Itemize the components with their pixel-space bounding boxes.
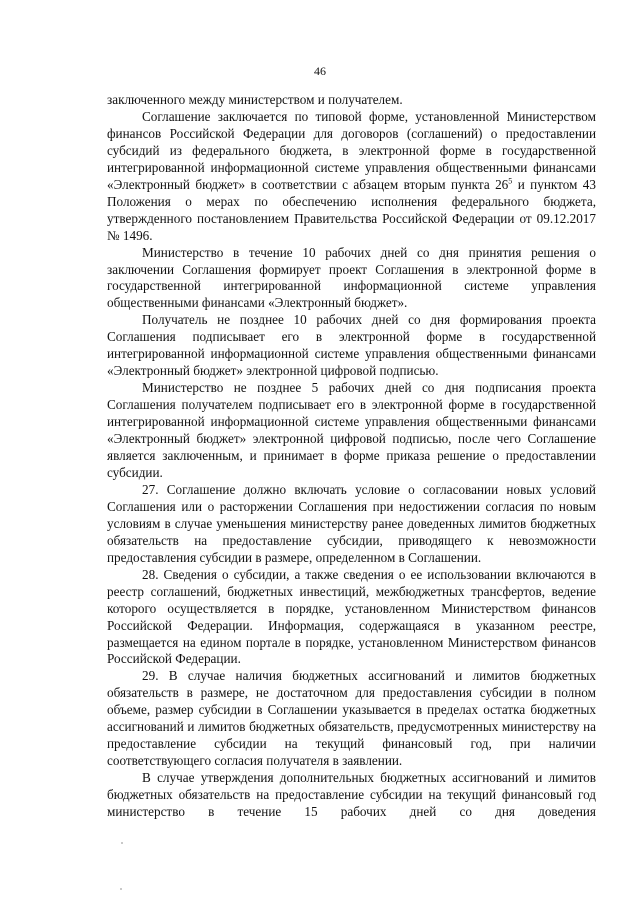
paragraph-section-29: 29. В случае наличия бюджетных ассигнований и лимитов бюджетных обязательств в размере, не достаточном для предоставления субсидии в полном объеме, размер субсидии в Соглашении указывается в пределах остатка бюджетных ассигнований и лимитов бюджетных обязательств, предусмотренных министерству на предоставление субсидии на текущий финансовый год, при наличии соответствующего согласия получателя в заявлении. [107,668,596,769]
document-body [107,92,596,821]
paragraph-continuation: заключенного между министерством и получателем. [107,92,403,107]
paragraph-ministry-draft: Министерство в течение 10 рабочих дней со дня принятия решения о заключении Соглашения формирует проект Соглашения в электронной форме в государственной интегрированной информационной системе управления общественными финансами «Электронный бюджет». [107,244,596,311]
scan-speck [120,888,122,890]
paragraph-agreement-form-text: Соглашение заключается по типовой форме, установленной Министерством финансов Российской Федерации для договоров (соглашений) о предоставлении субсидий из федерального бюджета, в электронной форме в государственной интегрированной информационной системе управления общественными финансами «Электронный бюджет» в соответствии с абзацем вторым пункта 26 [107,108,596,192]
paragraph-agreement-form [107,109,596,245]
scan-speck [121,842,123,844]
footnote-superscript: 5 [508,176,513,186]
paragraph-additional-allocations: В случае утверждения дополнительных бюджетных ассигнований и лимитов бюджетных обязательств на предоставление субсидии на текущий финансовый год министерство в течение 15 рабочих дней со дня доведения [107,770,596,820]
paragraph-section-28: 28. Сведения о субсидии, а также сведения о ее использовании включаются в реестр соглашений, бюджетных инвестиций, межбюджетных трансфертов, ведение которого осуществляется в порядке, установленном Министерством финансов Российской Федерации. Информация, содержащаяся в указанном реестре, размещается на едином портале в порядке, установленном Министерством финансов Российской Федерации. [107,566,596,667]
paragraph-section-27: 27. Соглашение должно включать условие о согласовании новых условий Соглашения или о расторжении Соглашения при недостижении согласия по новым условиям в случае уменьшения министерству ранее доведенных лимитов бюджетных обязательств на предоставление субсидии, приводящего к невозможности предоставления субсидии в размере, определенном в Соглашении. [107,481,596,565]
paragraph-ministry-signs: Министерство не позднее 5 рабочих дней со дня подписания проекта Соглашения получателем подписывает его в электронной форме в государственной интегрированной информационной системе управления общественными финансами «Электронный бюджет» электронной цифровой подписью, после чего Соглашение является заключенным, и принимает в форме приказа решение о предоставлении субсидии. [107,380,596,480]
paragraph-agreement-form-text-end: и пунктом 43 Положения о мерах по обеспечению исполнения федерального бюджета, утвержденного постановлением Правительства Российской Федерации от 09.12.2017 № 1496. [107,176,596,243]
paragraph-recipient-signs: Получатель не позднее 10 рабочих дней со дня формирования проекта Соглашения подписывает его в электронной форме в государственной интегрированной информационной системе управления общественными финансами «Электронный бюджет» электронной цифровой подписью. [107,312,596,379]
page-number: 46 [314,64,326,78]
